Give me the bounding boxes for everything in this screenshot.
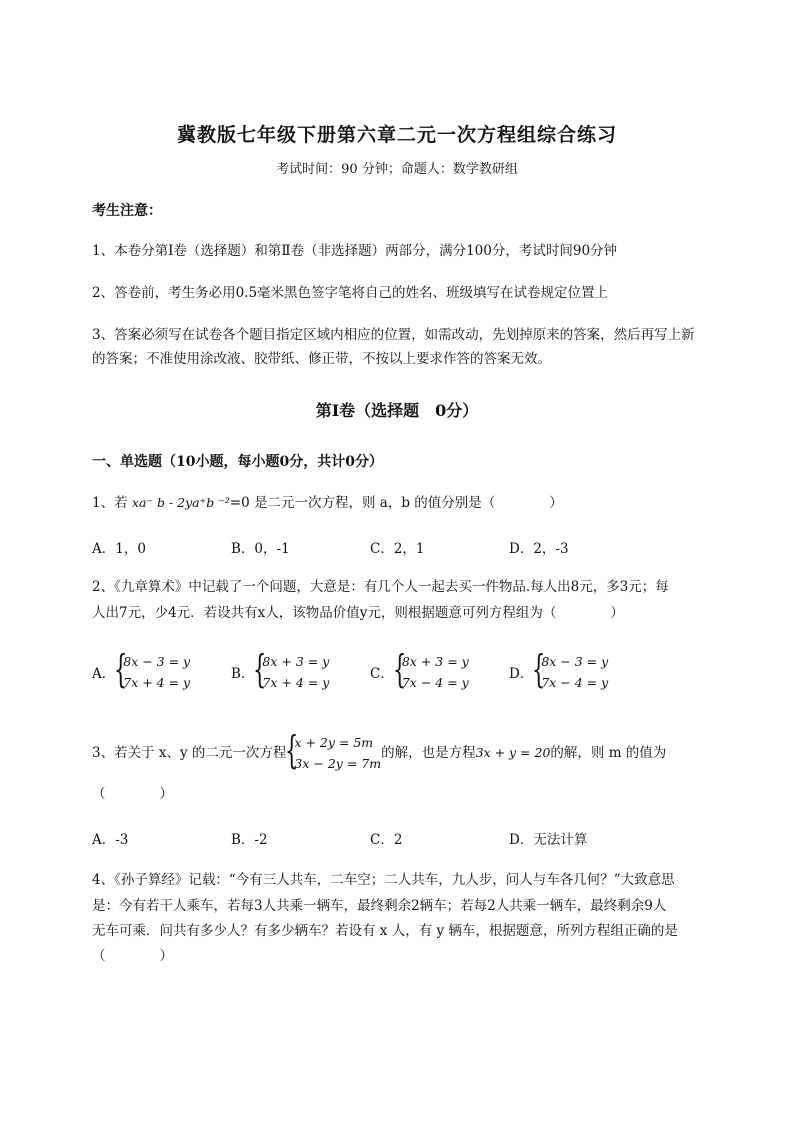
question-2-line-2: 人出7元，少4元．若设共有x人，该物品价值y元，则根据题意可列方程组为（ ） [92, 605, 624, 621]
question-1-option-b: B．0，-1 [231, 541, 290, 557]
question-1-option-d: D．2，-3 [509, 541, 569, 557]
equation-system [532, 647, 609, 693]
question-4-line-3: 无车可乘．问共有多少人？有多少辆车？若设有 x 人，有 y 辆车，根据题意，所列方程组正确的是 [92, 923, 678, 939]
question-1-suffix: =0 是二元一次方程，则 a，b 的值分别是（ ） [229, 495, 563, 511]
brace-icon: { [532, 647, 546, 691]
question-2-option-d-label: D． [509, 666, 534, 682]
question-4-line-2: 是：今有若干人乘车，若每3人共乘一辆车，最终剩余2辆车；若每2人共乘一辆车，最终剩余9人 [92, 898, 667, 914]
question-3-option-a: A．-3 [92, 832, 129, 848]
question-1-expression: xa⁻ b - 2ya⁺b ⁻² [131, 495, 230, 510]
document-title: 冀教版七年级下册第六章二元一次方程组综合练习 [176, 124, 617, 146]
question-3-equation: 3x + y = 20 [475, 745, 551, 760]
notice-item-2: 2、答卷前，考生务必用0.5毫米黑色签字笔将自己的姓名、班级填写在试卷规定位置上 [92, 285, 609, 301]
question-2-option-d [509, 647, 609, 693]
question-4-line-1: 4、《孙子算经》记载：“今有三人共车，二车空；二人共车，九人步，问人与车各几何？”大致意思 [92, 872, 675, 888]
notice-item-1: 1、本卷分第Ⅰ卷（选择题）和第Ⅱ卷（非选择题）两部分，满分100分，考试时间90分钟 [92, 243, 618, 259]
equation-system [253, 647, 330, 693]
question-2-line-1: 2、《九章算术》中记载了一个问题，大意是：有几个人一起去买一件物品.每人出8元，多3元；每 [92, 579, 669, 595]
question-2-option-c [370, 647, 469, 693]
notice-item-3: 3、答案必须写在试卷各个题目指定区域内相应的位置，如需改动，先划掉原来的答案，然后再写上新的答案；不准使用涂改液、胶带纸、修正带，不按以上要求作答的答案无效。 [92, 327, 695, 367]
question-2-option-a-label: A． [92, 666, 116, 682]
question-1 [92, 491, 563, 515]
equation-line: 3x − 2y = 7m [294, 756, 382, 771]
question-3-option-b: B．-2 [231, 832, 268, 848]
equation-system [392, 647, 469, 693]
part-heading: 一、单选题（10小题，每小题0分，共计0分） [92, 454, 383, 470]
equation-line: 8x + 3 = y [401, 654, 469, 669]
question-3-blank: （ ） [92, 786, 173, 802]
equation-line: 8x + 3 = y [262, 654, 330, 669]
notice-heading: 考生注意： [92, 203, 162, 219]
brace-icon: { [392, 647, 407, 691]
equation-system [114, 647, 191, 693]
document-subtitle: 考试时间：90 分钟；命题人：数学教研组 [276, 162, 518, 177]
section-title: 第Ⅰ卷（选择题 0分） [315, 401, 479, 420]
question-1-prefix: 1、若 [92, 495, 132, 511]
equation-line: 8x − 3 = y [123, 654, 191, 669]
question-3-option-c: C．2 [370, 832, 403, 848]
question-3-prefix: 3、若关于 x、y 的二元一次方程 [92, 745, 287, 761]
question-3-option-d: D．无法计算 [509, 832, 588, 848]
question-1-option-c: C．2，1 [370, 541, 425, 557]
question-3 [92, 728, 667, 774]
question-3-middle: 的解，也是方程 [381, 745, 476, 761]
equation-line: 7x + 4 = y [262, 675, 330, 690]
question-2-option-c-label: C． [370, 666, 394, 682]
question-3-suffix: 的解，则 m 的值为 [550, 745, 667, 761]
equation-line: x + 2y = 5m [294, 735, 374, 750]
brace-icon: { [253, 647, 267, 691]
question-2-option-b [231, 647, 330, 693]
question-4-blank: （ ） [92, 948, 173, 964]
brace-icon: { [285, 728, 299, 772]
equation-line: 7x − 4 = y [541, 675, 609, 690]
equation-line: 7x − 4 = y [401, 675, 469, 690]
question-1-option-a: A．1，0 [92, 541, 146, 557]
question-2-option-a [92, 647, 191, 693]
brace-icon: { [114, 647, 128, 691]
equation-line: 8x − 3 = y [541, 654, 609, 669]
equation-line: 7x + 4 = y [123, 675, 191, 690]
equation-system [285, 728, 382, 774]
question-2-option-b-label: B． [231, 666, 255, 682]
